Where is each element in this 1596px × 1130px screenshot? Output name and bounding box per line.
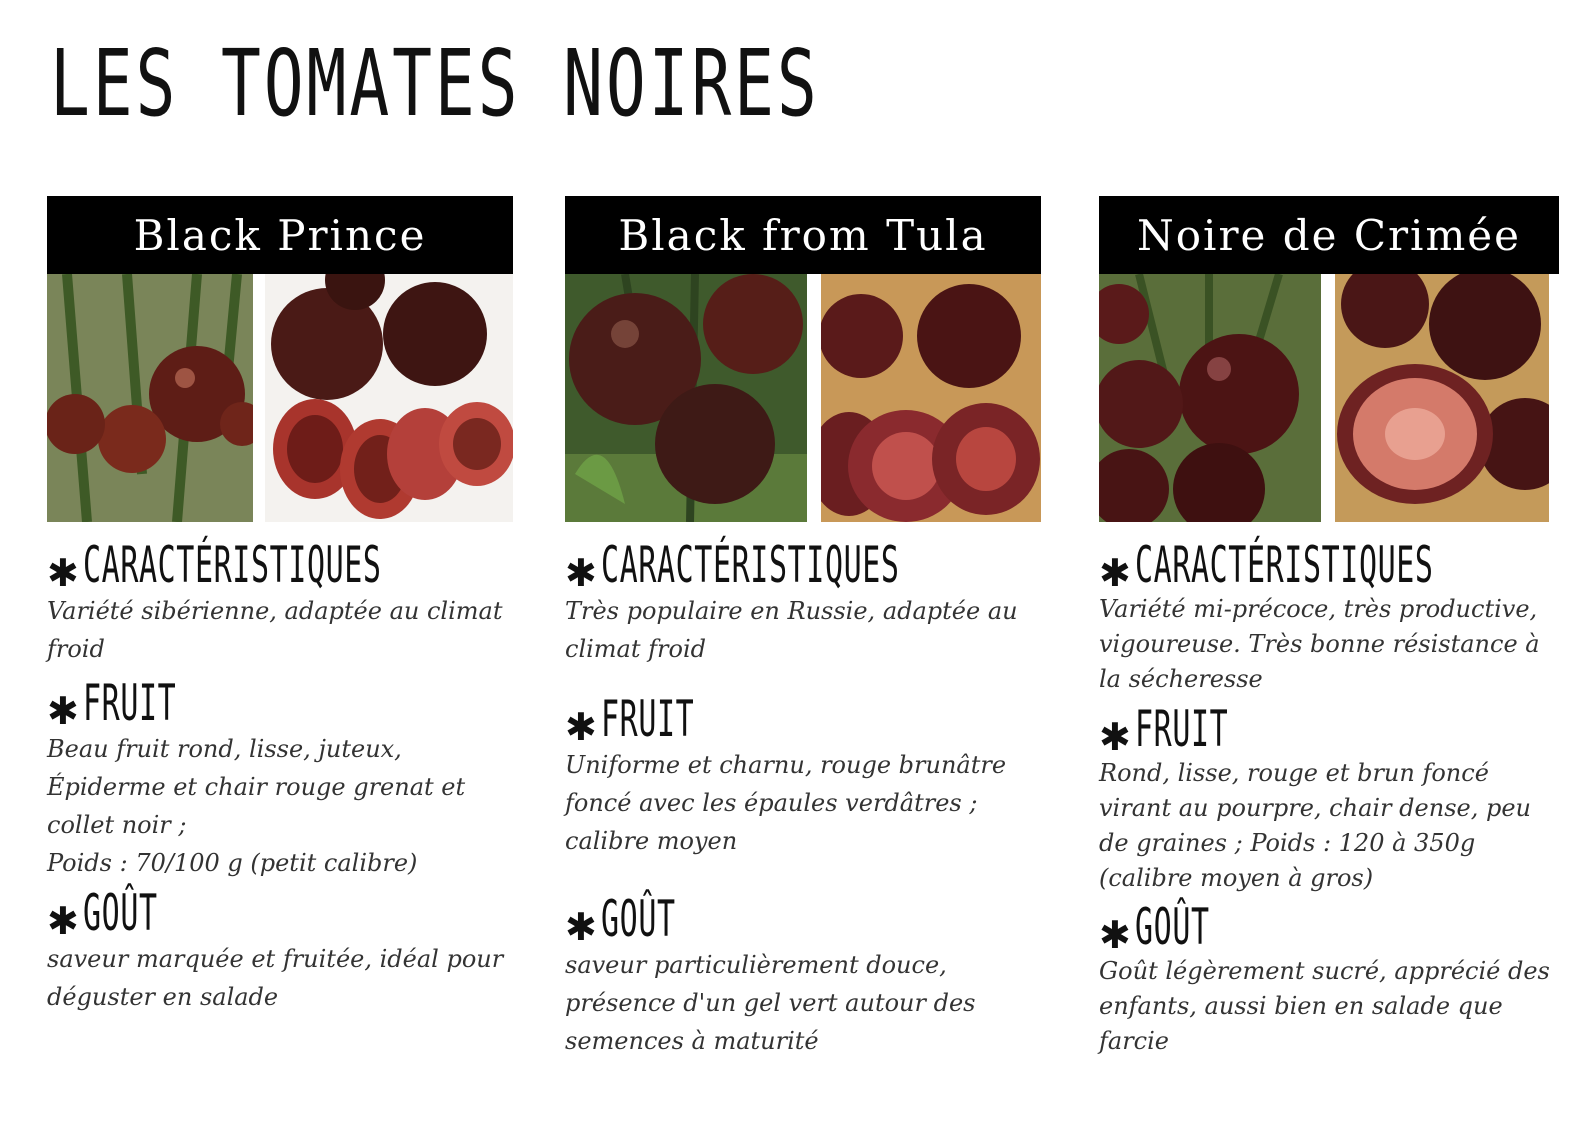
asterisk-icon: ✱ <box>1099 913 1131 957</box>
tomato-sliced-photo <box>821 274 1041 522</box>
tomato-plant-photo <box>1099 274 1321 522</box>
variety-card-noire-de-crimee <box>1099 196 1559 1055</box>
section-label: FRUIT <box>600 690 695 748</box>
characteristics-section <box>47 538 513 668</box>
fruit-text: Rond, lisse, rouge et brun foncé virant au pourpre, chair dense, peu de graines ; Poids : 120 à 350g (calibre moyen à gros) <box>1099 759 1531 892</box>
variety-header <box>47 196 513 274</box>
characteristics-text: Variété mi-précoce, très productive, vigoureuse. Très bonne résistance à la sécheresse <box>1099 595 1540 693</box>
variety-card-black-from-tula <box>565 196 1041 1055</box>
taste-section <box>1099 900 1559 1059</box>
variety-photos <box>47 274 513 522</box>
variety-name: Black from Tula <box>618 210 988 260</box>
variety-name: Black Prince <box>133 210 427 260</box>
variety-photos <box>1099 274 1559 522</box>
section-label: GOÛT <box>600 890 676 948</box>
variety-header <box>565 196 1041 274</box>
section-label: GOÛT <box>82 884 158 942</box>
section-label: FRUIT <box>1134 700 1229 758</box>
tomato-sliced-photo <box>1335 274 1549 522</box>
variety-photos <box>565 274 1041 522</box>
tomato-plant-photo <box>47 274 253 522</box>
tomato-plant-photo <box>565 274 807 522</box>
section-label: FRUIT <box>82 674 177 732</box>
characteristics-section <box>565 538 1041 668</box>
fruit-section <box>47 676 513 882</box>
section-label: CARACTÉRISTIQUES <box>1134 536 1434 594</box>
taste-text: Goût légèrement sucré, apprécié des enfants, aussi bien en salade que farcie <box>1099 957 1550 1055</box>
section-label: GOÛT <box>1134 898 1210 956</box>
taste-section <box>565 892 1041 1060</box>
fruit-text: Beau fruit rond, lisse, juteux, Épiderme et chair rouge grenat et collet noir ; <box>47 735 466 839</box>
fruit-weight-text: Poids : 70/100 g (petit calibre) <box>47 849 418 877</box>
section-label: CARACTÉRISTIQUES <box>600 536 900 594</box>
section-label: CARACTÉRISTIQUES <box>82 536 382 594</box>
tomato-sliced-photo <box>265 274 513 522</box>
asterisk-icon: ✱ <box>47 689 79 733</box>
fruit-section <box>1099 702 1559 896</box>
characteristics-section <box>1099 538 1559 697</box>
taste-text: saveur marquée et fruitée, idéal pour déguster en salade <box>47 945 504 1011</box>
asterisk-icon: ✱ <box>1099 715 1131 759</box>
variety-name: Noire de Crimée <box>1136 210 1522 260</box>
variety-header <box>1099 196 1559 274</box>
taste-section <box>47 886 513 1016</box>
asterisk-icon: ✱ <box>47 899 79 943</box>
variety-card-black-prince <box>47 196 513 1011</box>
taste-text: saveur particulièrement douce, présence d'un gel vert autour des semences à maturité <box>565 951 976 1055</box>
asterisk-icon: ✱ <box>565 551 597 595</box>
asterisk-icon: ✱ <box>1099 551 1131 595</box>
characteristics-text: Très populaire en Russie, adaptée au climat froid <box>565 597 1018 663</box>
characteristics-text: Variété sibérienne, adaptée au climat froid <box>47 597 503 663</box>
fruit-text: Uniforme et charnu, rouge brunâtre foncé avec les épaules verdâtres ; calibre moyen <box>565 751 1007 855</box>
asterisk-icon: ✱ <box>47 551 79 595</box>
fruit-section <box>565 692 1041 860</box>
page-title: LES TOMATES NOIRES <box>50 30 820 137</box>
asterisk-icon: ✱ <box>565 705 597 749</box>
asterisk-icon: ✱ <box>565 905 597 949</box>
